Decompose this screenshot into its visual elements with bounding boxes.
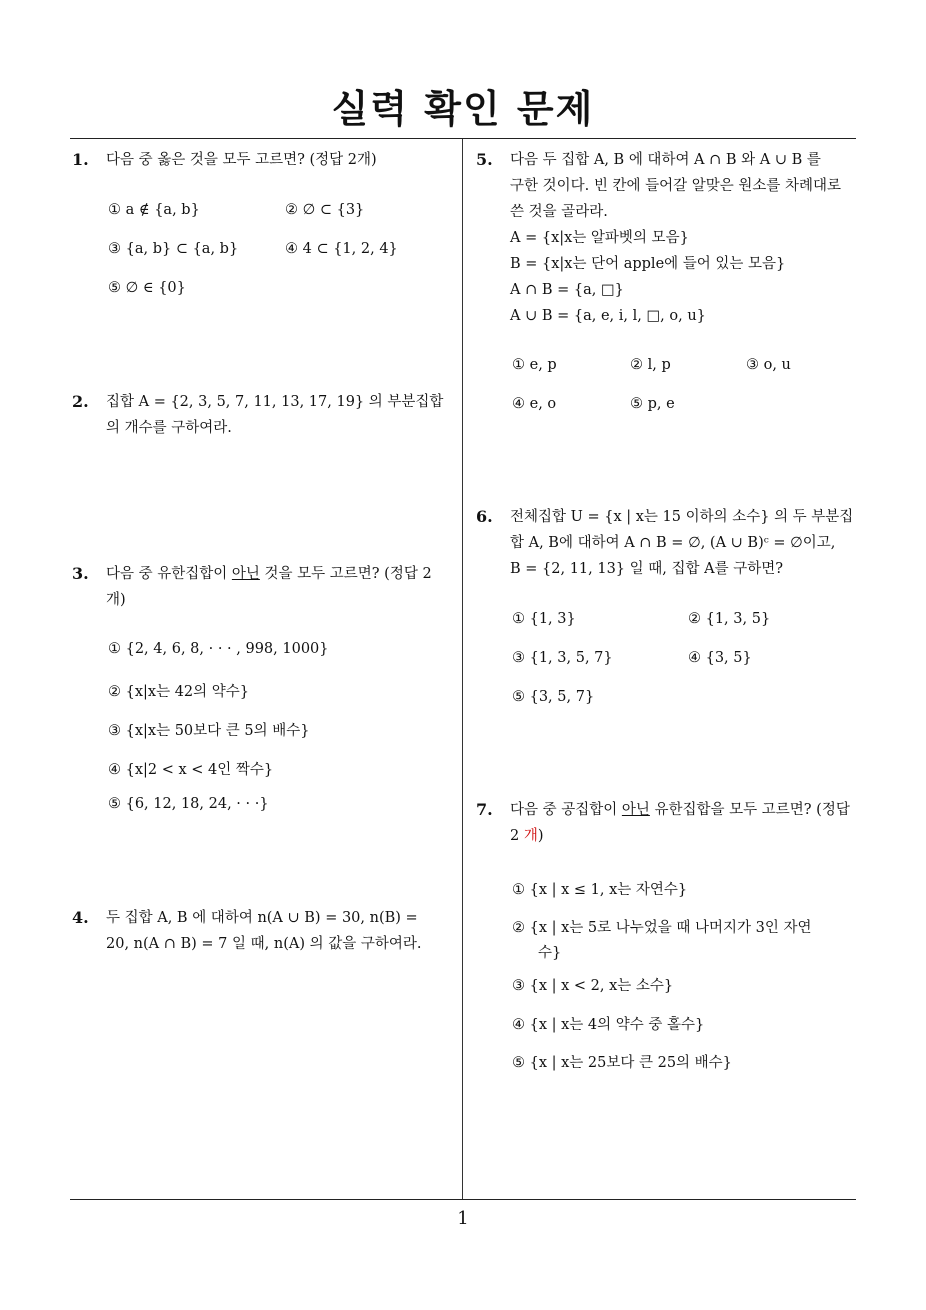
question-6 [476,504,866,582]
q5-option-2[interactable]: ② l, p [630,357,671,373]
q1-option-3[interactable]: ③ {a, b} ⊂ {a, b} [108,241,239,257]
q7-option-5[interactable]: ⑤ {x | x는 25보다 큰 25의 배수} [512,1055,732,1071]
q1-option-2[interactable]: ② ∅ ⊂ {3} [285,202,365,218]
q3-option-5[interactable]: ⑤ {6, 12, 18, 24, · · ·} [108,796,269,812]
question-number: 4. [72,908,89,927]
question-text-line-1: 전체집합 U = {x | x는 15 이하의 소수} 의 두 부분집 [510,509,854,525]
question-text-line-3: 쓴 것을 골라라. [510,204,608,220]
question-text-line-2: 합 A, B에 대하여 A ∩ B = ∅, (A ∪ B)ᶜ = ∅이고, [510,535,836,551]
page-title: 실력 확인 문제 [331,87,595,131]
column-divider [462,139,463,1199]
question-7 [476,797,866,849]
q6-option-1[interactable]: ① {1, 3} [512,611,576,627]
question-text-line-2: 개) [106,592,126,608]
question-5 [476,147,866,329]
question-text: 다음 중 옳은 것을 모두 고르면? (정답 2개) [106,152,377,168]
q5-option-1[interactable]: ① e, p [512,357,557,373]
underlined-word: 아닌 [231,566,260,582]
question-2 [72,389,462,441]
q3-option-2[interactable]: ② {x|x는 42의 약수} [108,684,249,700]
intersection-line: A ∩ B = {a, □} [510,282,624,298]
question-number: 3. [72,564,89,583]
question-text-line-1: 두 집합 A, B 에 대하여 n(A ∪ B) = 30, n(B) = [106,910,418,926]
q3-option-1[interactable]: ① {2, 4, 6, 8, · · · , 998, 1000} [108,641,329,657]
q5-option-3[interactable]: ③ o, u [746,357,791,373]
q3-option-4[interactable]: ④ {x|2 < x < 4인 짝수} [108,762,274,778]
union-line: A ∪ B = {a, e, i, l, □, o, u} [510,308,706,324]
set-a-definition: A = {x|x는 알파벳의 모음} [510,230,689,246]
question-text-line-3: B = {2, 11, 13} 일 때, 집합 A를 구하면? [510,561,783,577]
q1-option-4[interactable]: ④ 4 ⊂ {1, 2, 4} [285,241,398,257]
question-text-post: 것을 모두 고르면? (정답 2 [259,566,432,582]
question-number: 1. [72,150,89,169]
q7-option-3[interactable]: ③ {x | x < 2, x는 소수} [512,978,674,994]
question-text-line-2: 의 개수를 구하여라. [106,420,232,436]
red-annotation: 개 [523,828,538,844]
question-number: 7. [476,800,493,819]
question-1 [72,147,462,173]
q6-option-3[interactable]: ③ {1, 3, 5, 7} [512,650,613,666]
q5-option-5[interactable]: ⑤ p, e [630,396,675,412]
page-number: 1 [457,1208,469,1229]
question-text-post: 유한집합을 모두 고르면? (정답 [649,802,850,818]
q7-option-2[interactable]: ② {x | x는 5로 나누었을 때 나머지가 3인 자연 [512,920,812,936]
question-text-line-2: 구한 것이다. 빈 칸에 들어갈 알맞은 원소를 차례대로 [510,178,842,194]
question-text-line-1: 다음 두 집합 A, B 에 대하여 A ∩ B 와 A ∪ B 를 [510,152,821,168]
q7-option-1[interactable]: ① {x | x ≤ 1, x는 자연수} [512,882,688,898]
q1-option-1[interactable]: ① a ∉ {a, b} [108,202,200,218]
question-text-line-2-post: ) [537,828,544,844]
top-rule [70,138,856,139]
question-number: 6. [476,507,493,526]
question-text-line-2: 20, n(A ∩ B) = 7 일 때, n(A) 의 값을 구하여라. [106,936,422,952]
question-4 [72,905,462,957]
q5-option-4[interactable]: ④ e, o [512,396,557,412]
q1-option-5[interactable]: ⑤ ∅ ∈ {0} [108,280,186,296]
q6-option-2[interactable]: ② {1, 3, 5} [688,611,771,627]
q7-option-4[interactable]: ④ {x | x는 4의 약수 중 홀수} [512,1017,705,1033]
underlined-word: 아닌 [621,802,650,818]
question-text-pre: 다음 중 유한집합이 [106,566,232,582]
q3-option-3[interactable]: ③ {x|x는 50보다 큰 5의 배수} [108,723,310,739]
question-number: 2. [72,392,89,411]
set-b-definition: B = {x|x는 단어 apple에 들어 있는 모음} [510,256,786,272]
question-text-pre: 다음 중 공집합이 [510,802,622,818]
bottom-rule [70,1199,856,1200]
q6-option-4[interactable]: ④ {3, 5} [688,650,752,666]
q6-option-5[interactable]: ⑤ {3, 5, 7} [512,689,595,705]
question-3 [72,561,462,613]
question-number: 5. [476,150,493,169]
q7-option-2-continued: 수} [538,945,562,961]
question-text-line-1: 집합 A = {2, 3, 5, 7, 11, 13, 17, 19} 의 부분집합 [106,394,444,410]
question-text-line-2-pre: 2 [510,828,524,844]
